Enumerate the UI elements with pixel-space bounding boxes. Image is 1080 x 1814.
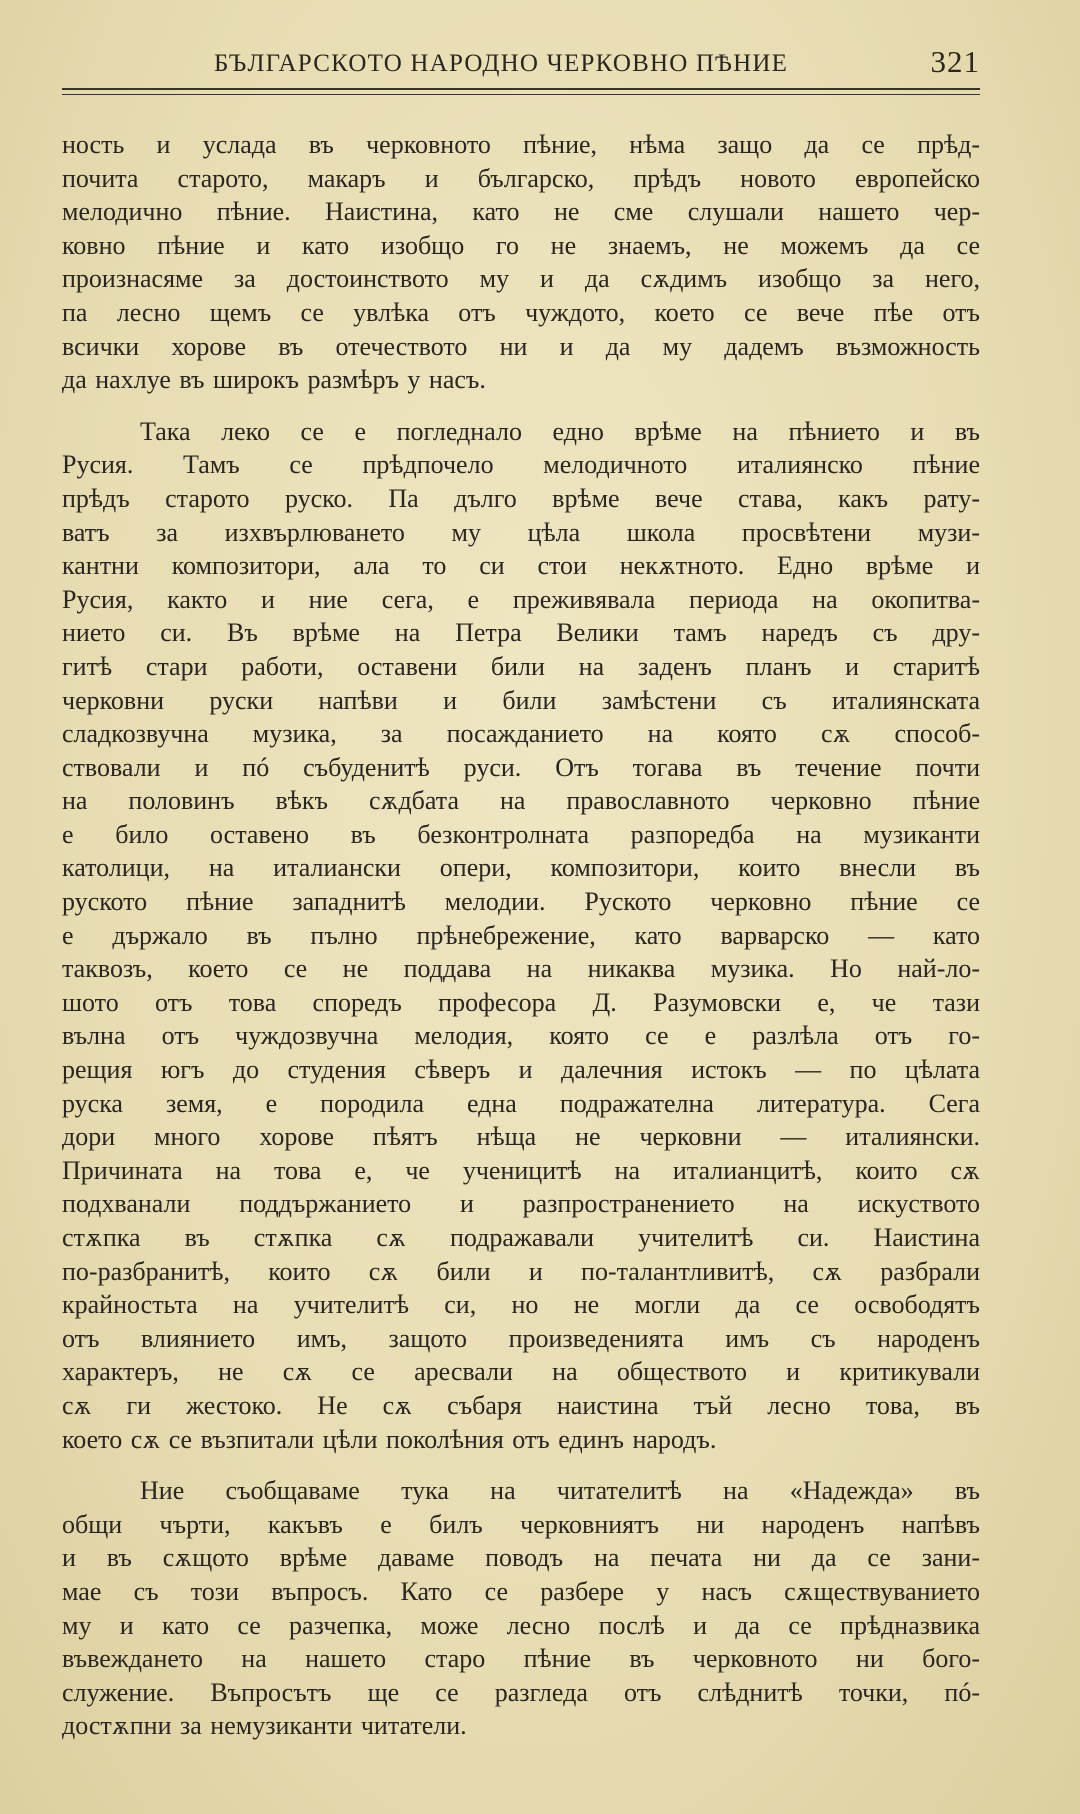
paragraph-2	[62, 415, 992, 1456]
text-line: мае съ този въпросъ. Като се разбере у насъ сѫществуванието	[62, 1576, 980, 1606]
text-line: почита старото, макаръ и българско, прѣдъ новото европейско	[62, 163, 980, 193]
text-line: крайностьта на учителитѣ си, но не могли да се освободятъ	[62, 1290, 980, 1320]
text-line: е било оставено въ безконтролната разпоредба на музиканти	[62, 819, 980, 849]
paragraph-3	[62, 1474, 992, 1743]
text-line: па лесно щемъ се увлѣка отъ чуждото, което се вече пѣе отъ	[62, 297, 980, 327]
text-line: мелодично пѣние. Наистина, като не сме слушали нашето чер-	[62, 197, 980, 227]
text-line: ствовали и пó събуденитѣ руси. Отъ тогава въ течение почти	[62, 752, 980, 782]
text-line: достѫпни за немузиканти читатели.	[62, 1711, 467, 1741]
text-line: Русия. Тамъ се прѣдпочело мелодичното италиянско пѣние	[62, 450, 980, 480]
text-line: нието си. Въ врѣме на Петра Велики тамъ наредъ съ дру-	[62, 618, 980, 648]
text-line: всички хорове въ отечеството ни и да му дадемъ възможность	[62, 331, 980, 361]
running-header	[62, 42, 980, 92]
text-line: ковно пѣние и като изобщо го не знаемъ, не можемъ да се	[62, 230, 980, 260]
header-rule-thin	[62, 94, 980, 95]
text-line: Ние съобщаваме тука на читателитѣ на «Надежда» въ	[140, 1476, 980, 1506]
text-line: Русия, както и ние сега, е преживявала периода на окопитва-	[62, 584, 980, 614]
text-line: общи чърти, какъвъ е билъ черковниятъ ни народенъ напѣвъ	[62, 1509, 980, 1539]
text-line: Причината на това е, че ученицитѣ на италианцитѣ, които сѫ	[62, 1155, 980, 1185]
text-line: стѫпка въ стѫпка сѫ подражавали учителитѣ си. Наистина	[62, 1223, 980, 1252]
text-line: на половинъ вѣкъ сѫдбата на православното черковно пѣние	[62, 786, 980, 816]
text-line: служение. Въпросътъ ще се разгледа отъ слѣднитѣ точки, пó-	[62, 1677, 980, 1707]
text-line: сладкозвучна музика, за посажданието на която сѫ способ-	[62, 719, 980, 749]
text-line: ность и услада въ черковното пѣние, нѣма защо да се прѣд-	[62, 130, 980, 159]
text-line: отъ влиянието имъ, защото произведенията имъ съ народенъ	[62, 1323, 980, 1353]
text-line: рещия югъ до студения сѣверъ и далечния истокъ — по цѣлата	[62, 1055, 980, 1085]
text-line: руското пѣние западнитѣ мелодии. Руското черковно пѣние се	[62, 887, 980, 917]
text-line: подхванали поддържанието и разпространението на искуството	[62, 1189, 980, 1219]
text-line: вълна отъ чуждозвучна мелодия, която се е разлѣла отъ го-	[62, 1021, 980, 1051]
text-body	[62, 128, 992, 1743]
paragraph-1	[62, 128, 992, 397]
text-line: сѫ ги жестоко. Не сѫ събаря наистина тъй лесно това, въ	[62, 1390, 980, 1420]
text-line: Така леко се е погледнало едно врѣме на пѣнието и въ	[140, 416, 980, 446]
text-line: ватъ за изхвърлюването му цѣла школа просвѣтени музи-	[62, 517, 980, 547]
text-line: му и като се разчепка, може лесно послѣ и да се прѣдназвика	[62, 1610, 980, 1640]
text-line: характеръ, не сѫ се аресвали на обществото и критикували	[62, 1357, 980, 1387]
text-line: което сѫ се възпитали цѣли поколѣния отъ единъ народъ.	[62, 1424, 717, 1454]
text-line: гитѣ стари работи, оставени били на заденъ планъ и старитѣ	[62, 651, 980, 681]
text-line: прѣдъ старото руско. Па дълго врѣме вече става, какъ рату-	[62, 483, 980, 513]
text-line: шото отъ това споредъ професора Д. Разумовски е, че тази	[62, 987, 980, 1017]
text-line: и въ сѫщото врѣме даваме поводъ на печата ни да се зани-	[62, 1543, 980, 1573]
running-header-title: БЪЛГАРСКОТО НАРОДНО ЧЕРКОВНО ПѢНИЕ	[214, 50, 789, 77]
text-line: дори много хорове пѣятъ нѣща не черковни — италиянски.	[62, 1122, 980, 1152]
text-line: е държало въ пълно прѣнебрежение, като варварско — като	[62, 920, 980, 950]
text-line: таквозъ, което се не поддава на никаква музика. Но най-ло-	[62, 954, 980, 984]
text-line: произнасяме за достоинството му и да сѫдимъ изобщо за него,	[62, 264, 980, 294]
text-line: католици, на италиански опери, композитори, които внесли въ	[62, 853, 980, 883]
header-rule-thick	[62, 88, 980, 90]
text-line: руска земя, е породила една подражателна литература. Сега	[62, 1088, 980, 1118]
text-line: кантни композитори, ала то си стои некѫтното. Едно врѣме и	[62, 551, 980, 581]
text-line: черковни руски напѣви и били замѣстени съ италиянската	[62, 685, 980, 715]
page-number: 321	[930, 44, 980, 79]
text-line: да нахлуе въ широкъ размѣръ у насъ.	[62, 365, 486, 395]
text-line: по-разбранитѣ, които сѫ били и по-талантливитѣ, сѫ разбрали	[62, 1256, 980, 1286]
text-line: въвеждането на нашето старо пѣние въ черковното ни бого-	[62, 1644, 980, 1674]
